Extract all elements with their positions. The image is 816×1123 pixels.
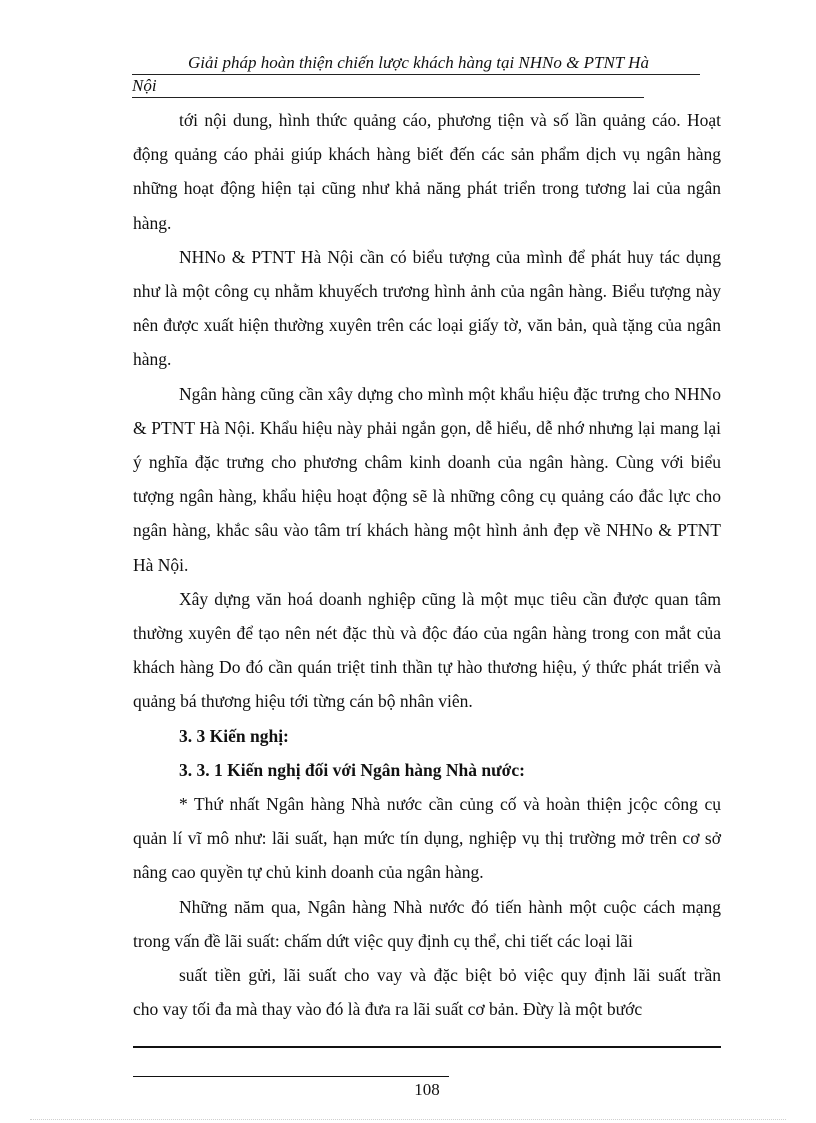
paragraph-7-line-1: suất tiền gửi, lãi suất cho vay và đặc biệt bỏ việc quy định lãi suất trần [179, 965, 721, 986]
section-heading: 3. 3 Kiến nghị: [179, 725, 289, 746]
page-edge-divider [30, 1119, 786, 1120]
header-line-2: Nội [132, 75, 644, 98]
paragraph-1: tới nội dung, hình thức quảng cáo, phương tiện và số lần quảng cáo. Hoạt động quảng cáo phải giúp khách hàng biết đến các sản phẩm dịch vụ ngân hàng những hoạt động hiện tại cũng như khả năng phát triển trong tương lai của ngân hàng. [133, 110, 721, 233]
paragraph-6: Những năm qua, Ngân hàng Nhà nước đó tiến hành một cuộc cách mạng trong vấn đề lãi suất: chấm dứt việc quy định cụ thể, chi tiết các loại lãi [133, 896, 721, 951]
page-body [133, 103, 721, 1026]
header-line-1: Giải pháp hoàn thiện chiến lược khách hàng tại NHNo & PTNT Hà [132, 52, 700, 75]
paragraph-4: Xây dựng văn hoá doanh nghiệp cũng là một mục tiêu cần được quan tâm thường xuyên để tạo nên nét đặc thù và độc đáo của ngân hàng trong con mắt của khách hàng Do đó cần quán triệt tinh thần tự hào thương hiệu, ý thức phát triển và quảng bá thương hiệu tới từng cán bộ nhân viên. [133, 588, 721, 712]
paragraph-2: NHNo & PTNT Hà Nội cần có biểu tượng của mình để phát huy tác dụng như là một công cụ nhằm khuyếch trương hình ảnh của ngân hàng. Biểu tượng này nên được xuất hiện thường xuyên trên các loại giấy tờ, văn bản, quà tặng của ngân hàng. [133, 246, 721, 370]
page-number: 108 [414, 1080, 440, 1099]
running-header [132, 52, 700, 98]
footnote-separator [133, 1076, 449, 1077]
paragraph-7-line-2: cho vay tối đa mà thay vào đó là đưa ra lãi suất cơ bản. Đừy là một bước [133, 999, 643, 1020]
subsection-heading: 3. 3. 1 Kiến nghị đối với Ngân hàng Nhà nước: [179, 759, 525, 780]
paragraph-3: Ngân hàng cũng cần xây dựng cho mình một khẩu hiệu đặc trưng cho NHNo & PTNT Hà Nội. Khẩu hiệu này phải ngắn gọn, dễ hiểu, dễ nhớ nhưng lại mang lại ý nghĩa đặc trưng cho phương châm kinh doanh của ngân hàng. Cùng với biểu tượng ngân hàng, khẩu hiệu hoạt động sẽ là những công cụ quảng cáo đắc lực cho ngân hàng, khắc sâu vào tâm trí khách hàng một hình ảnh đẹp về NHNo & PTNT Hà Nội. [133, 383, 721, 575]
footer-rule [133, 1046, 721, 1048]
paragraph-5: * Thứ nhất Ngân hàng Nhà nước cần củng cố và hoàn thiện jcộc công cụ quản lí vĩ mô như: lãi suất, hạn mức tín dụng, nghiệp vụ thị trường mở trên cơ sở nâng cao quyền tự chủ kinh doanh của ngân hàng. [133, 794, 721, 883]
